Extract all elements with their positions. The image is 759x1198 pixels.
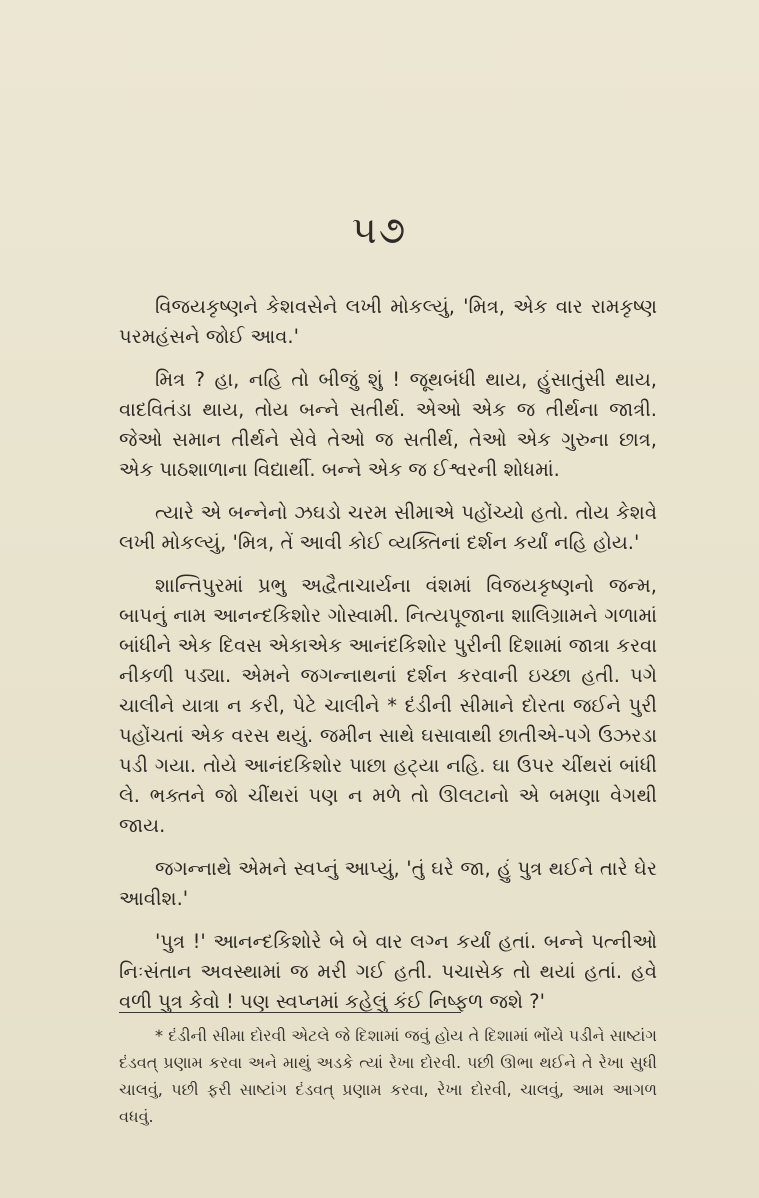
paragraph-5: જગન્નાથે એમને સ્વપ્નું આપ્યું, 'તું ઘરે જા, હું પુત્ર થઈને તારે ઘેર આવીશ.' [119, 857, 657, 910]
paragraph-2: મિત્ર ? હા, નહિ તો બીજું શું ! જૂથબંધી થાય, હુંસાતુંસી થાય, વાદવિતંડા થાય, તોય બન્ને સતીર્થ. એઓ એક જ તીર્થના જાત્રી. જેઓ સમાન તીર્થને સેવે તેઓ જ સતીર્થ, તેઓ એક ગુરુના છાત્ર, એક પાઠશાળાના વિદ્યાર્થી. બન્ને એક જ ઈશ્વરની શોધમાં. [119, 368, 657, 481]
footnote-text: * દંડીની સીમા દોરવી એટલે જે દિશામાં જવું હોય તે દિશામાં ભોંયે પડીને સાષ્ટાંગ દંડવત્ પ્રણામ કરવા અને માથું અડકે ત્યાં રેખા દોરવી. પછી ઊભા થઈને તે રેખા સુધી ચાલવું, પછી ફરી સાષ્ટાંગ દંડવત્ પ્રણામ કરવા, રેખા દોરવી, ચાલવું, આમ આગળ વધવું. [119, 1026, 657, 1126]
footnote-divider [119, 1012, 461, 1013]
paragraph-4: શાન્તિપુરમાં પ્રભુ અદ્વૈતાચાર્યના વંશમાં વિજયકૃષ્ણનો જન્મ, બાપનું નામ આનન્દકિશોર ગોસ્વામી. નિત્યપૂજાના શાલિગ્રામને ગળામાં બાંધીને એક દિવસ એકાએક આનંદકિશોર પુરીની દિશામાં જાત્રા કરવા નીકળી પડ્યા. એમને જગન્નાથનાં દર્શન કરવાની ઇચ્છા હતી. પગે ચાલીને યાત્રા ન કરી, પેટે ચાલીને * દંડીની સીમાને દોરતા જઈને પુરી પહોંચતાં એક વરસ થયું. જમીન સાથે ઘસાવાથી છાતીએ-પગે ઉઝરડા પડી ગયા. તોયે આનંદકિશોર પાછા હટ્યા નહિ. ઘા ઉપર ચીંથરાં બાંધી લે. ભક્તને જો ચીંથરાં પણ ન મળે તો ઊલટાનો એ બમણા વેગથી જાય. [119, 574, 657, 837]
footnote [119, 1022, 657, 1130]
paragraph-6: 'પુત્ર !' આનન્દકિશોરે બે બે વાર લગ્ન કર્યાં હતાં. બન્ને પત્નીઓ નિઃસંતાન અવસ્થામાં જ મરી ગઈ હતી. પચાસેક તો થયાં હતાં. હવે વળી પુત્ર કેવો ! પણ સ્વપ્નમાં કહેલું કંઈ નિષ્ફળ જશે ?' [119, 930, 657, 1013]
chapter-number: ૫૭ [351, 208, 408, 252]
paragraph-1: વિજયકૃષ્ણને કેશવસેને લખી મોકલ્યું, 'મિત્ર, એક વાર રામકૃષ્ણ પરમહંસને જોઈ આવ.' [119, 295, 657, 348]
main-text [119, 292, 657, 1030]
paragraph-3: ત્યારે એ બન્નેનો ઝઘડો ચરમ સીમાએ પહોંચ્યો હતો. તોય કેશવે લખી મોકલ્યું, 'મિત્ર, તેં આવી કોઈ વ્યક્તિનાં દર્શન કર્યાં નહિ હોય.' [119, 501, 657, 554]
